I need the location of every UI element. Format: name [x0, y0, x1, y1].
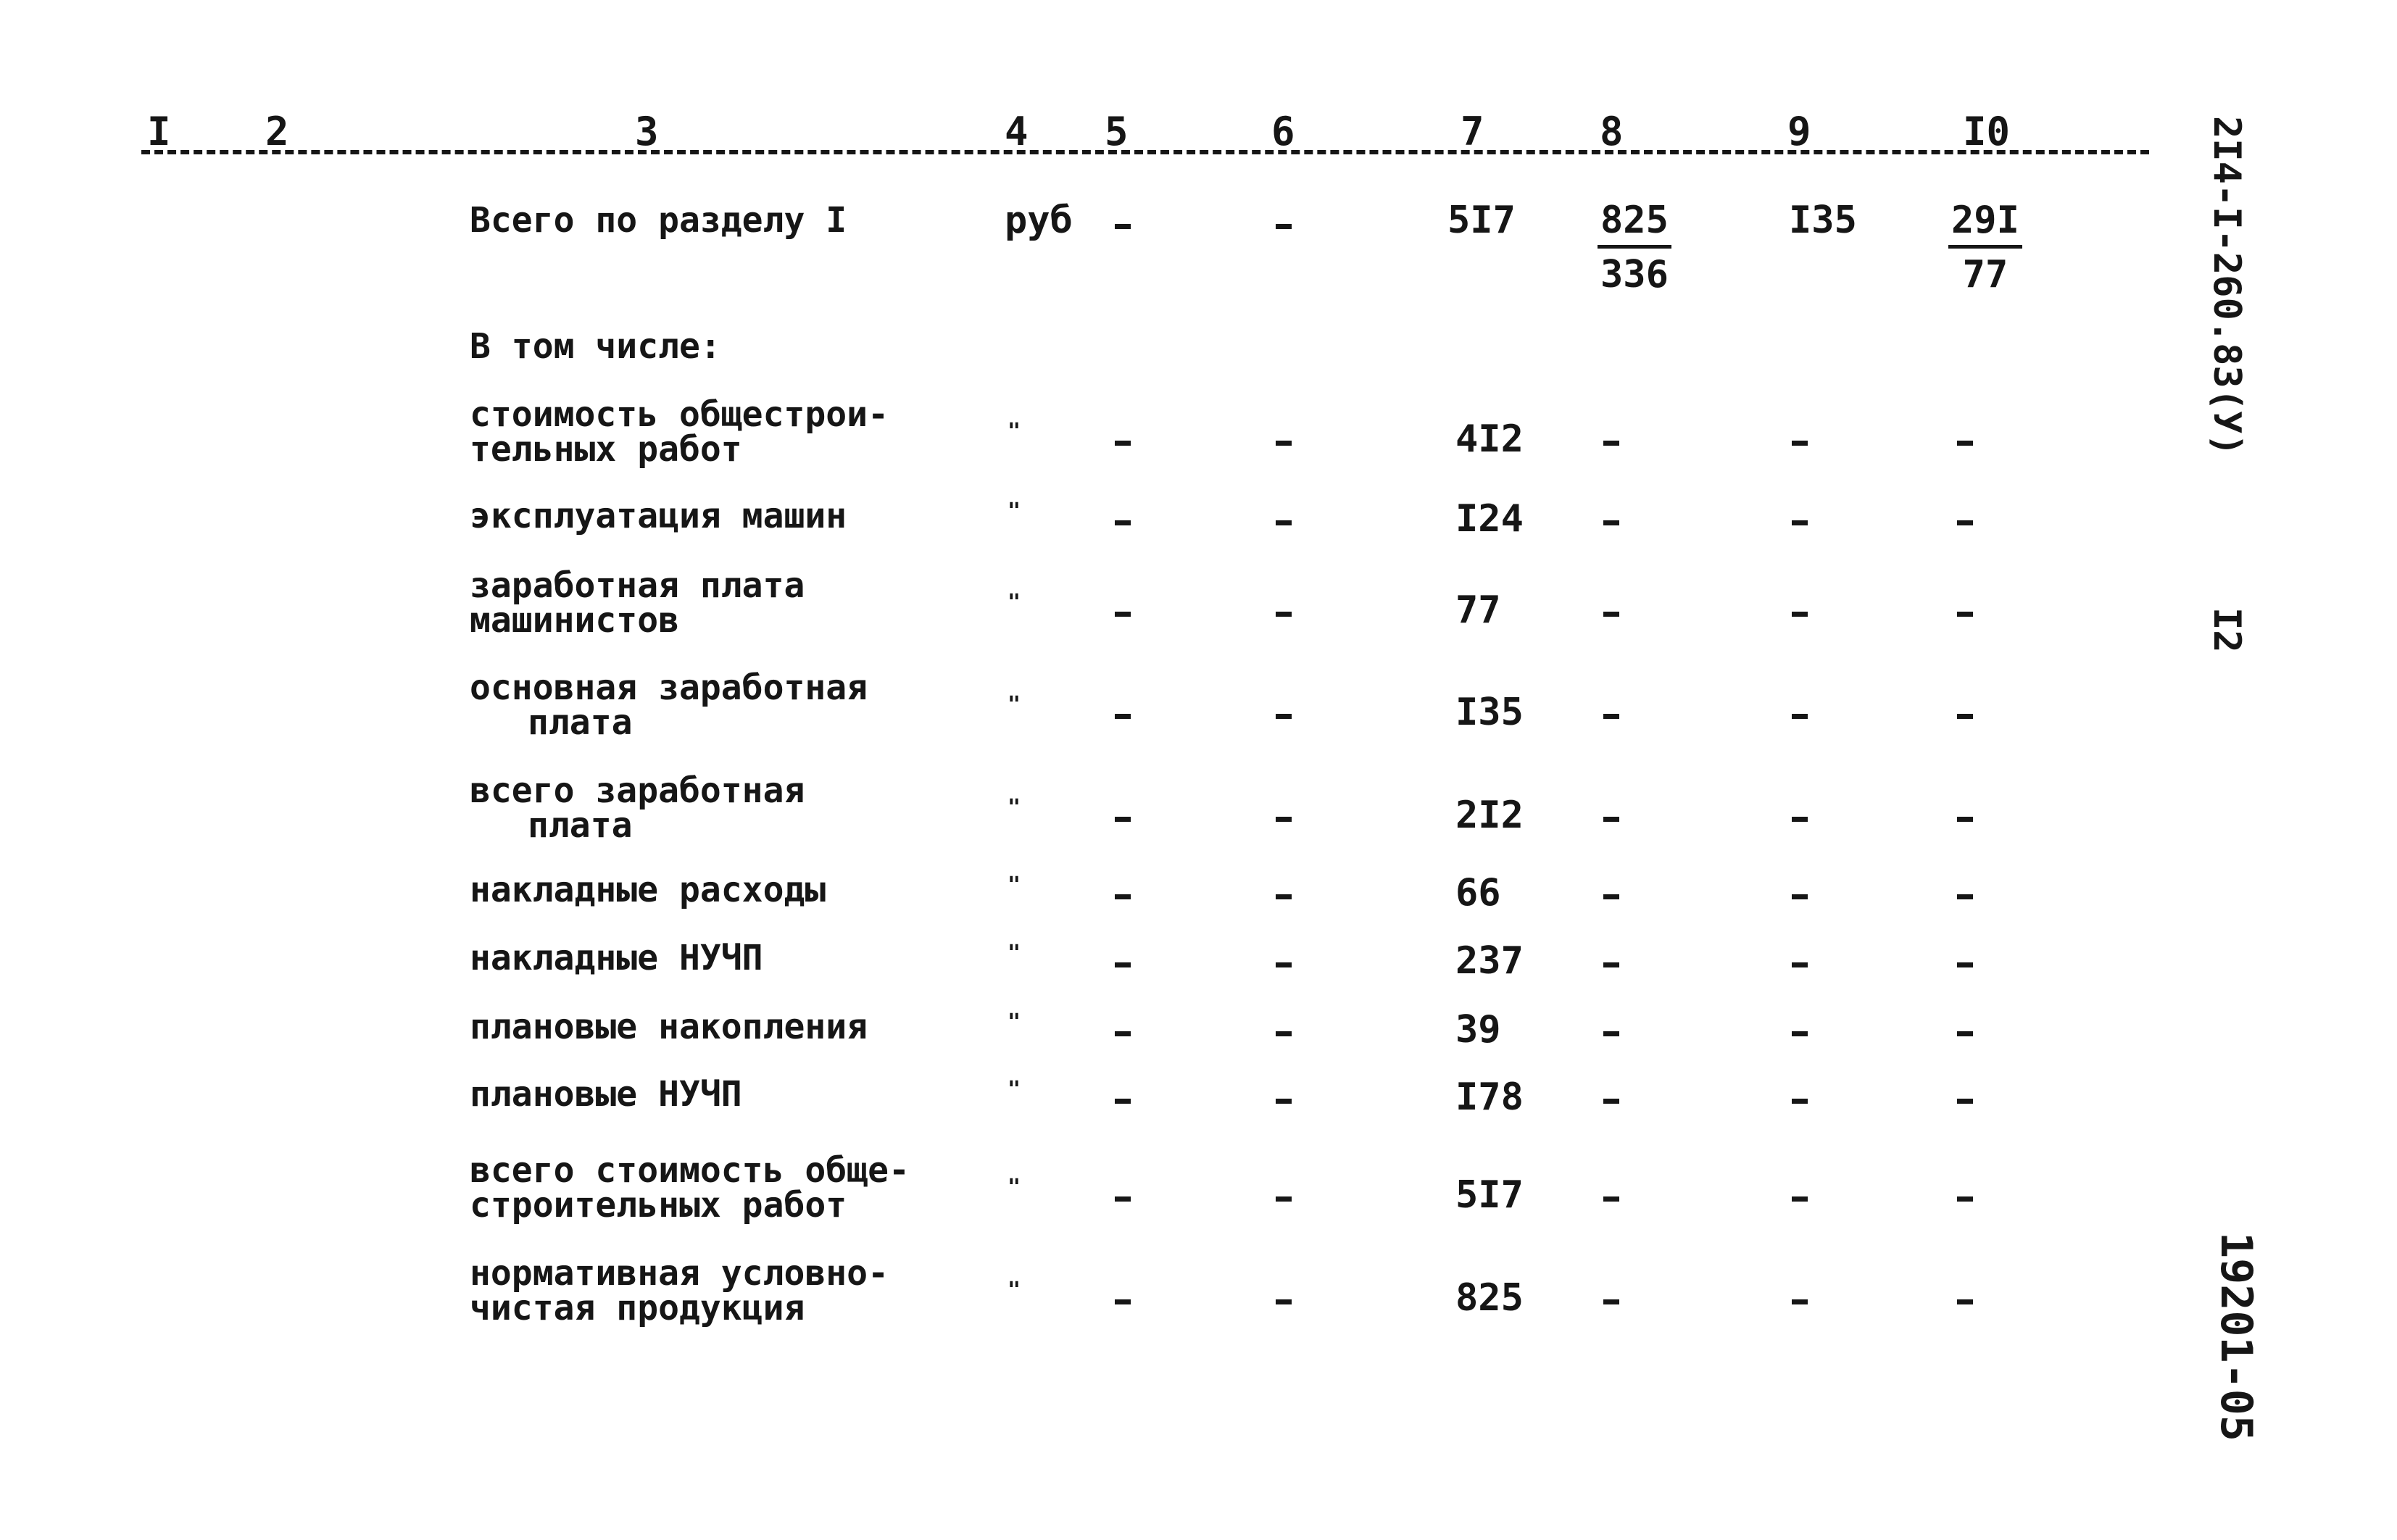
row-label	[470, 496, 847, 536]
row-label-line-1: плановые НУЧП	[470, 1074, 742, 1115]
row-dash-col5	[1115, 441, 1131, 446]
total-row-col8-bottom: 336	[1600, 253, 1669, 296]
row-label-line-1: накладные расходы	[470, 870, 826, 910]
row-dash-col5	[1115, 1031, 1131, 1036]
row-value-col7: I35	[1455, 691, 1524, 734]
row-dash-col10	[1957, 612, 1973, 617]
row-label-line-1: основная заработная	[470, 667, 868, 708]
row-dash-col6	[1276, 817, 1292, 822]
col-header-4: 4	[1005, 109, 1029, 154]
row-unit: "	[1008, 499, 1021, 524]
row-dash-col10	[1957, 894, 1973, 899]
row-dash-col9	[1792, 1196, 1808, 1202]
row-label	[470, 1007, 868, 1047]
row-dash-col5	[1115, 1196, 1131, 1202]
row-dash-col5	[1115, 714, 1131, 719]
row-dash-col10	[1957, 520, 1973, 525]
row-label-line-2: плата	[528, 702, 633, 743]
col-header-9: 9	[1787, 109, 1811, 154]
col-header-3: 3	[635, 109, 659, 154]
row-label-line-1: плановые накопления	[470, 1007, 868, 1047]
row-unit: "	[1008, 590, 1021, 615]
row-label	[470, 1253, 889, 1328]
page-number: I2	[2205, 607, 2248, 653]
row-dash-col8	[1603, 441, 1619, 446]
total-row-col7: 5I7	[1447, 199, 1516, 242]
document-number: 19201-05	[2211, 1232, 2261, 1441]
row-label-line-2: тельных работ	[470, 429, 742, 470]
document-code: 2I4-I-260.83(У)	[2205, 116, 2248, 457]
total-row-col8-fraction	[1598, 199, 1671, 296]
row-label-line-1: накладные НУЧП	[470, 938, 763, 978]
row-dash-col9	[1792, 612, 1808, 617]
total-row-col10-top: 29I	[1948, 199, 2022, 249]
row-value-col7: 4I2	[1455, 417, 1524, 461]
total-row-col6-dash	[1276, 224, 1292, 229]
header-rule	[141, 150, 2149, 154]
col-header-8: 8	[1600, 109, 1624, 154]
row-dash-col10	[1957, 1196, 1973, 1202]
row-unit: "	[1008, 795, 1021, 820]
row-dash-col5	[1115, 962, 1131, 967]
row-value-col7: 66	[1455, 871, 1501, 915]
row-dash-col10	[1957, 1031, 1973, 1036]
row-dash-col10	[1957, 817, 1973, 822]
row-dash-col9	[1792, 962, 1808, 967]
row-label-line-2: плата	[528, 805, 633, 846]
row-dash-col9	[1792, 894, 1808, 899]
row-label-line-1: эксплуатация машин	[470, 496, 847, 536]
col-header-1: I	[147, 109, 171, 154]
row-value-col7: 5I7	[1455, 1173, 1524, 1217]
total-row-col10-fraction	[1948, 199, 2022, 296]
row-unit: "	[1008, 1010, 1021, 1035]
row-label	[470, 870, 826, 910]
row-dash-col10	[1957, 714, 1973, 719]
row-dash-col6	[1276, 1299, 1292, 1304]
row-value-col7: 237	[1455, 939, 1524, 983]
row-dash-col8	[1603, 817, 1619, 822]
row-dash-col6	[1276, 612, 1292, 617]
row-dash-col6	[1276, 1196, 1292, 1202]
row-label-line-1: всего заработная	[470, 770, 805, 811]
row-dash-col9	[1792, 441, 1808, 446]
row-dash-col8	[1603, 714, 1619, 719]
row-dash-col6	[1276, 520, 1292, 525]
row-dash-col9	[1792, 520, 1808, 525]
row-dash-col9	[1792, 1031, 1808, 1036]
row-dash-col5	[1115, 612, 1131, 617]
col-header-7: 7	[1461, 109, 1484, 154]
row-dash-col8	[1603, 1299, 1619, 1304]
row-label-line-1: всего стоимость обще-	[470, 1150, 910, 1191]
row-unit: "	[1008, 419, 1021, 444]
row-dash-col5	[1115, 894, 1131, 899]
row-dash-col5	[1115, 1299, 1131, 1304]
row-label-line-1: стоимость общестрои-	[470, 394, 889, 435]
row-label	[470, 394, 889, 470]
row-dash-col5	[1115, 1099, 1131, 1104]
row-dash-col10	[1957, 441, 1973, 446]
row-dash-col9	[1792, 817, 1808, 822]
row-dash-col9	[1792, 714, 1808, 719]
row-dash-col8	[1603, 612, 1619, 617]
row-dash-col8	[1603, 1031, 1619, 1036]
total-row-col5-dash	[1115, 224, 1131, 229]
row-label-line-1: нормативная условно-	[470, 1253, 889, 1294]
row-label	[470, 565, 805, 641]
row-value-col7: 39	[1455, 1008, 1501, 1052]
row-dash-col9	[1792, 1299, 1808, 1304]
row-dash-col10	[1957, 1299, 1973, 1304]
total-row-label: Всего по разделу I	[470, 200, 847, 241]
row-dash-col8	[1603, 894, 1619, 899]
row-value-col7: I78	[1455, 1075, 1524, 1119]
row-label-line-2: строительных работ	[470, 1185, 847, 1225]
row-dash-col10	[1957, 1099, 1973, 1104]
total-row-col9: I35	[1789, 199, 1857, 242]
row-value-col7: 825	[1455, 1276, 1524, 1320]
row-unit: "	[1008, 1077, 1021, 1102]
row-dash-col8	[1603, 1196, 1619, 1202]
total-row-unit: руб	[1005, 199, 1073, 242]
row-label	[470, 1150, 910, 1225]
row-dash-col5	[1115, 520, 1131, 525]
row-label-line-2: машинистов	[470, 600, 679, 641]
row-dash-col6	[1276, 1031, 1292, 1036]
row-dash-col8	[1603, 1099, 1619, 1104]
row-dash-col6	[1276, 441, 1292, 446]
total-row-col8-top: 825	[1598, 199, 1671, 249]
including-label: В том числе:	[470, 326, 721, 367]
row-unit: "	[1008, 941, 1021, 966]
row-dash-col6	[1276, 714, 1292, 719]
row-unit: "	[1008, 1175, 1021, 1200]
row-unit: "	[1008, 692, 1021, 717]
col-header-5: 5	[1105, 109, 1129, 154]
col-header-10: I0	[1963, 109, 2011, 154]
row-dash-col6	[1276, 1099, 1292, 1104]
col-header-6: 6	[1271, 109, 1295, 154]
total-row-col10-bottom: 77	[1962, 253, 2008, 296]
row-unit: "	[1008, 873, 1021, 898]
row-unit: "	[1008, 1278, 1021, 1303]
row-dash-col5	[1115, 817, 1131, 822]
row-value-col7: 2I2	[1455, 794, 1524, 837]
row-label-line-2: чистая продукция	[470, 1288, 805, 1328]
row-value-col7: I24	[1455, 497, 1524, 541]
row-value-col7: 77	[1455, 588, 1501, 632]
row-label	[470, 770, 805, 846]
row-dash-col8	[1603, 962, 1619, 967]
row-label	[470, 1074, 742, 1115]
row-label	[470, 667, 868, 743]
row-label	[470, 938, 763, 978]
row-dash-col10	[1957, 962, 1973, 967]
row-dash-col6	[1276, 894, 1292, 899]
col-header-2: 2	[265, 109, 289, 154]
row-dash-col9	[1792, 1099, 1808, 1104]
row-dash-col6	[1276, 962, 1292, 967]
row-label-line-1: заработная плата	[470, 565, 805, 606]
row-dash-col8	[1603, 520, 1619, 525]
